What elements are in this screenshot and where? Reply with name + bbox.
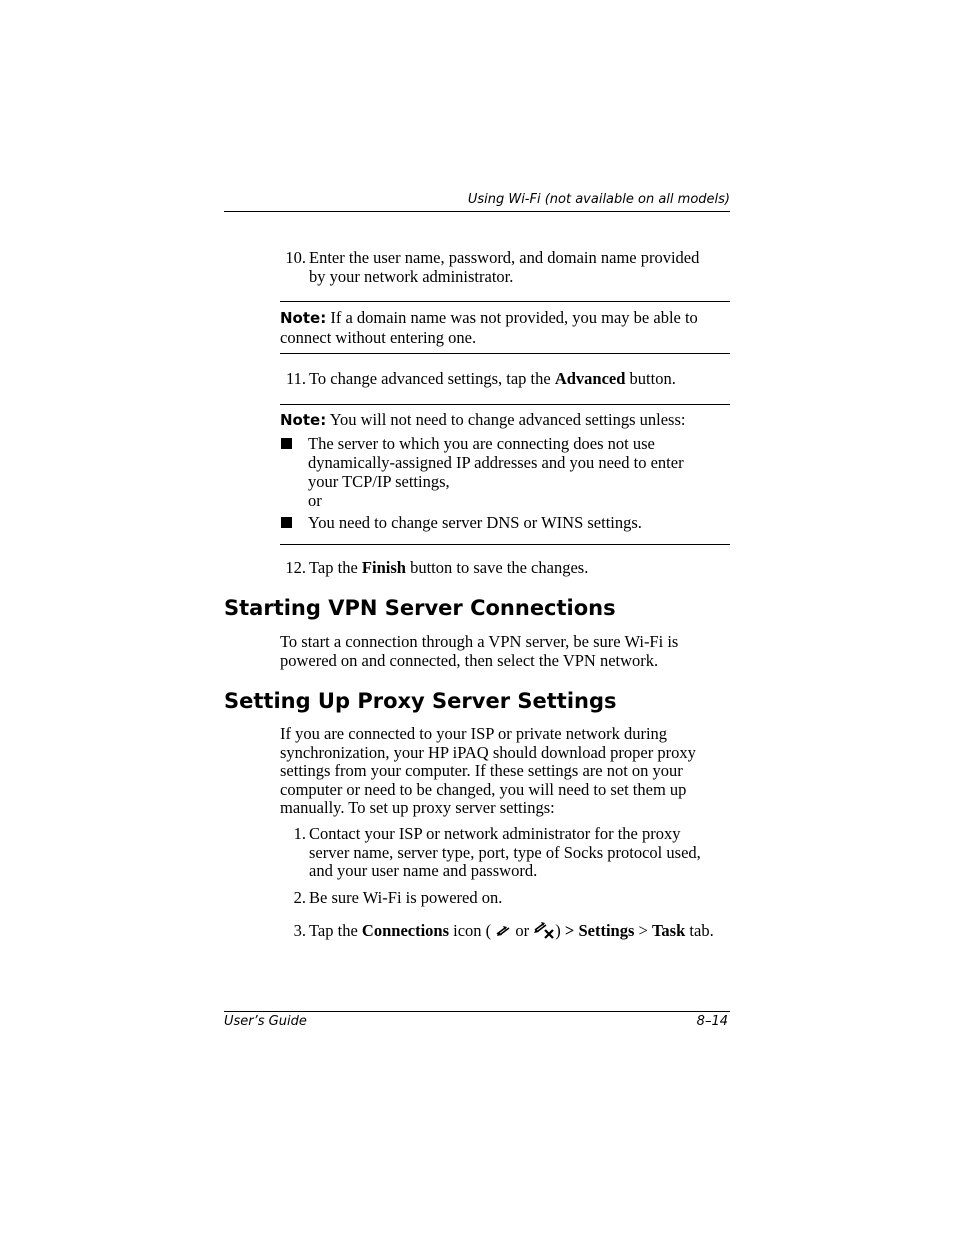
connections-ref: Connections: [361, 921, 450, 940]
page-number: 8–14: [696, 1014, 728, 1029]
step-text: Tap the: [309, 558, 362, 577]
header-rule: [224, 211, 730, 212]
step-text: button to save the changes.: [405, 558, 589, 577]
proxy-step-1: [280, 825, 740, 881]
step-text: ): [555, 921, 565, 940]
body-line: manually. To set up proxy server settings:: [280, 798, 555, 817]
footer-rule: [224, 1011, 730, 1012]
body-line: synchronization, your HP iPAQ should download proper proxy: [280, 742, 696, 762]
connections-icon: [495, 923, 511, 942]
running-header: Using Wi-Fi (not available on all models): [467, 192, 730, 207]
step-text: >: [634, 921, 652, 940]
body-line: settings from your computer. If these settings are not on your: [280, 761, 683, 780]
advanced-button-ref: Advanced: [554, 369, 626, 388]
note-label: Note:: [280, 309, 327, 327]
step-line: Contact your ISP or network administrator for the proxy: [309, 824, 681, 843]
step-line: Be sure Wi-Fi is powered on.: [309, 888, 503, 907]
section-heading-vpn: Starting VPN Server Connections: [224, 596, 616, 620]
note-text: connect without entering one.: [280, 328, 477, 347]
bullet-marker: [281, 438, 292, 449]
step-text: button.: [625, 369, 676, 388]
section-proxy-body: [280, 725, 740, 818]
step-line: and your user name and password.: [309, 861, 538, 880]
note-1: [280, 308, 740, 347]
bullet-marker: [281, 517, 292, 528]
step-line: by your network administrator.: [309, 267, 514, 286]
proxy-step-3: [280, 921, 750, 943]
step-text: To change advanced settings, tap the: [309, 369, 555, 388]
settings-ref: > Settings: [564, 921, 635, 940]
note-rule-top: [280, 301, 730, 302]
note-rule-bottom: [280, 353, 730, 354]
step-text: icon (: [449, 921, 496, 940]
step-number: 3.: [293, 921, 306, 940]
step-number: 11.: [285, 369, 306, 388]
bullet-line: your TCP/IP settings,: [308, 472, 450, 491]
bullet-line: You need to change server DNS or WINS settings.: [308, 513, 642, 532]
note-text: You will not need to change advanced settings unless:: [326, 410, 686, 429]
step-11: [280, 369, 740, 388]
bullet-line: dynamically-assigned IP addresses and you need to enter: [308, 453, 684, 472]
bullet-line: or: [308, 491, 322, 510]
note-label: Note:: [280, 411, 327, 429]
step-number: 2.: [293, 888, 306, 907]
body-line: To start a connection through a VPN server, be sure Wi-Fi is: [280, 632, 679, 651]
note-bullet-1: [308, 434, 738, 510]
note-bullet-2: [308, 513, 738, 532]
step-text: or: [511, 921, 534, 940]
step-number: 12.: [285, 558, 306, 577]
step-12: [280, 558, 740, 577]
bullet-line: The server to which you are connecting does not use: [308, 434, 655, 453]
connections-disconnected-icon: [533, 921, 555, 943]
section-vpn-body: [280, 632, 740, 670]
body-line: If you are connected to your ISP or private network during: [280, 724, 668, 743]
step-number: 10.: [285, 248, 306, 267]
step-line: Enter the user name, password, and domain name provided: [309, 248, 700, 267]
footer-left: User’s Guide: [224, 1014, 307, 1029]
step-line: server name, server type, port, type of Socks protocol used,: [309, 842, 701, 862]
body-line: computer or need to be changed, you will need to set them up: [280, 779, 687, 799]
task-ref: Task: [651, 921, 686, 940]
step-number: 1.: [293, 824, 306, 843]
note-text: If a domain name was not provided, you may be able to: [326, 308, 698, 327]
note-2: [280, 410, 740, 430]
note-rule-bottom: [280, 544, 730, 545]
step-text: Tap the: [309, 921, 362, 940]
proxy-step-2: [280, 888, 740, 907]
note-rule-top: [280, 404, 730, 405]
finish-button-ref: Finish: [361, 558, 406, 577]
section-heading-proxy: Setting Up Proxy Server Settings: [224, 689, 617, 713]
step-10: [280, 248, 740, 286]
body-line: powered on and connected, then select the VPN network.: [280, 651, 659, 670]
step-text: tab.: [685, 921, 714, 940]
